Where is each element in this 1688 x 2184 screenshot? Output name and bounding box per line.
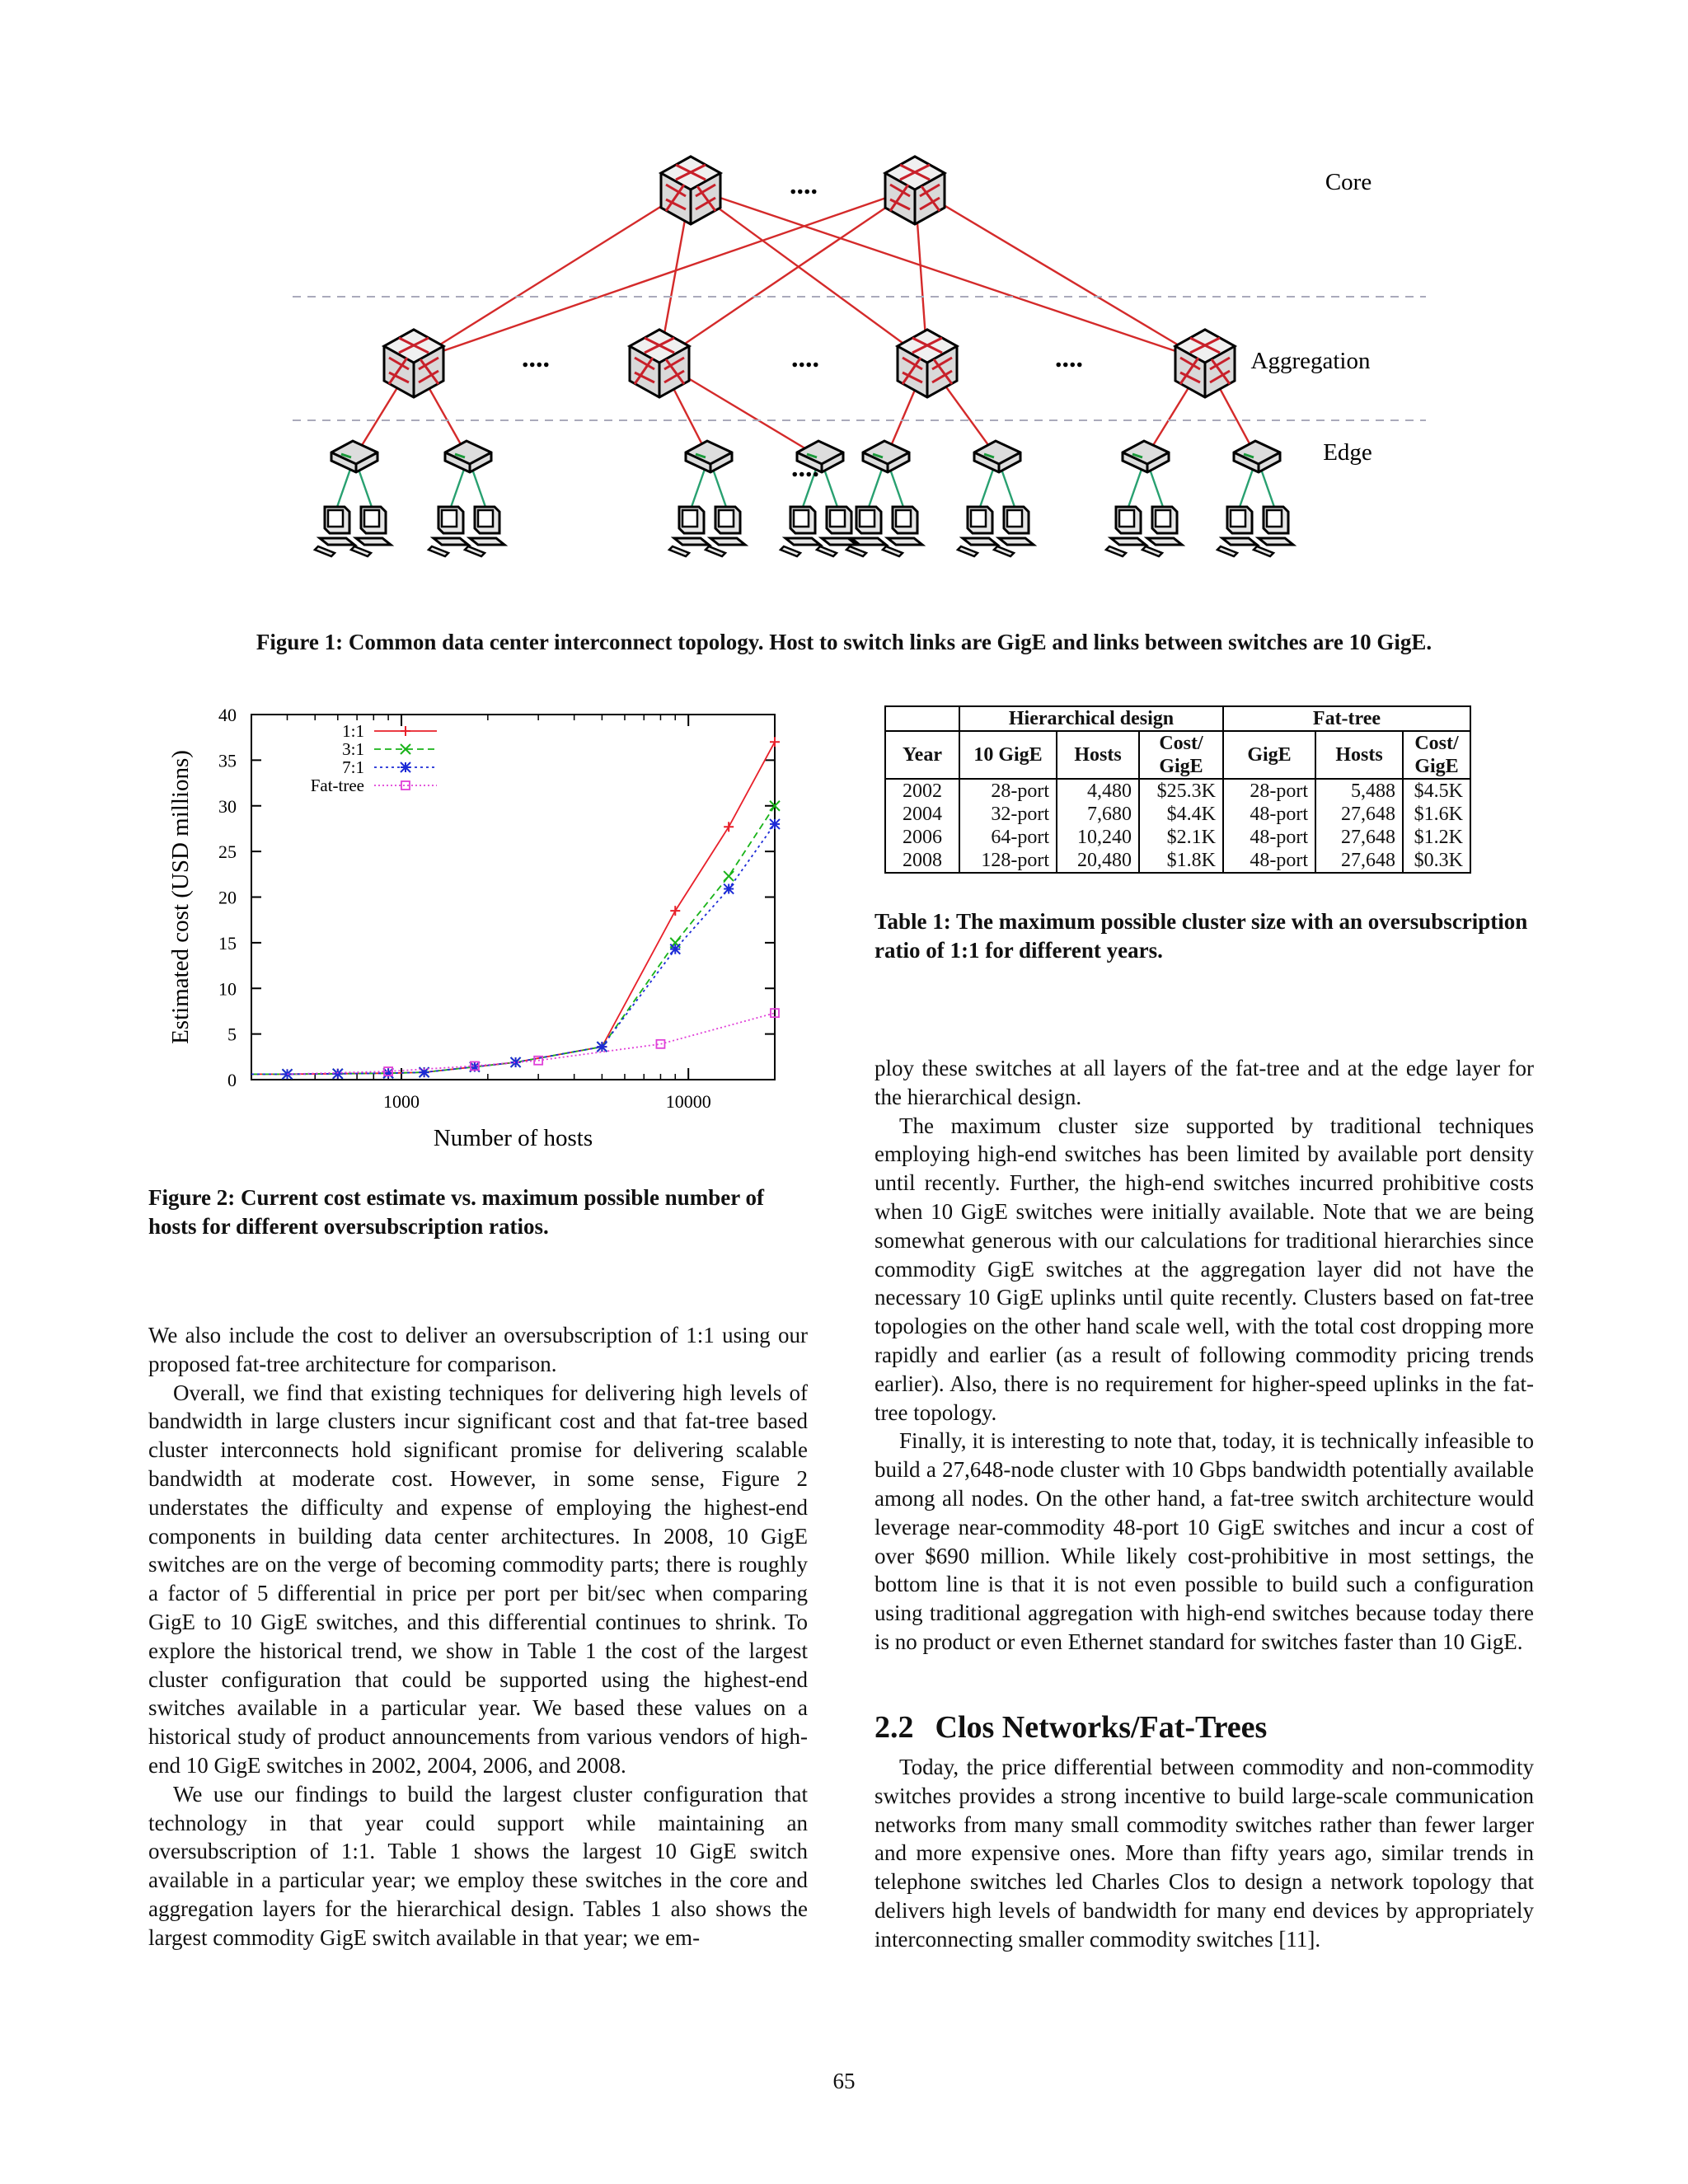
y-tick-label: 20	[218, 887, 237, 908]
host-computer-icon	[669, 507, 709, 556]
table-cell: 27,648	[1315, 849, 1403, 873]
table1	[884, 705, 1471, 874]
data-point-marker	[724, 822, 734, 832]
edge-layer-label: Edge	[1323, 439, 1372, 466]
table-cell: 10,240	[1057, 826, 1139, 849]
table-group-header-fattree: Fat-tree	[1223, 706, 1470, 731]
table-cell: 27,648	[1315, 803, 1403, 826]
table-cell: 27,648	[1315, 826, 1403, 849]
edge-switch-icon	[974, 441, 1020, 472]
topology-diagram	[0, 0, 1688, 593]
paragraph: The maximum cluster size supported by traditional techniques employing high-end switches has been limited by available port density until recently. Further, the high-end switches incurred prohibitive costs when 10 GigE switches were initially available. Note that we are being somewhat generous with our calculations for traditional hierarchies since commodity GigE switches at the aggregation layer did not have the necessary 10 GigE uplinks until quite recently. Clusters based on fat-tree topologies on the other hand scale well, with the total cost dropping more rapidly and earlier (as a result of following commodity pricing trends earlier). Also, there is no requirement for higher-speed uplinks in the fat-tree topology.	[874, 1113, 1534, 1425]
core-aggregation-link	[915, 188, 1205, 361]
table-header-blank	[885, 706, 959, 731]
y-tick-label: 40	[218, 705, 237, 725]
table-column-header: Hosts	[1315, 731, 1403, 779]
section-heading	[874, 1709, 1267, 1746]
y-tick-label: 15	[218, 932, 237, 954]
data-point-marker	[401, 726, 410, 736]
table-column-header: Cost/ GigE	[1403, 731, 1470, 779]
core-switch-icon	[661, 157, 720, 224]
edge-switch-icon	[863, 441, 909, 472]
table1-caption: Table 1: The maximum possible cluster size with an oversubscription ratio of 1:1 for different years.	[874, 909, 1528, 963]
edge-switch-icon	[331, 441, 377, 472]
core-layer-label: Core	[1325, 169, 1372, 195]
table-cell: $1.2K	[1403, 826, 1470, 849]
host-computer-icon	[1254, 507, 1293, 556]
table-row	[885, 826, 1470, 849]
paragraph: Finally, it is interesting to note that, today, it is technically infeasible to build a 27,648-node cluster with 10 Gbps bandwidth potentially available among all nodes. On the other hand, a fat-tree switch architecture would leverage near-commodity 48-port 10 GigE switches and incur a cost of over $690 million. While likely cost-prohibitive in most settings, the bottom line is that it is not even possible to build such a configuration using traditional aggregation with high-end switches because today there is no product or even Ethernet standard for switches faster than 10 GigE.	[874, 1428, 1534, 1654]
data-point-marker	[770, 737, 780, 747]
table-row	[885, 849, 1470, 873]
table-cell: 28-port	[1223, 779, 1315, 803]
legend-label: 3:1	[342, 739, 364, 759]
section-number: 2.2	[874, 1710, 914, 1745]
left-column	[148, 1321, 808, 1952]
host-computer-icon	[315, 507, 354, 556]
host-computer-icon	[1106, 507, 1146, 556]
table-cell: 32-port	[959, 803, 1057, 826]
table-column-header: GigE	[1223, 731, 1315, 779]
y-tick-label: 35	[218, 750, 237, 771]
data-point-marker	[597, 1042, 607, 1052]
table-cell: 5,488	[1315, 779, 1403, 803]
aggregation-ellipsis-3: ....	[1055, 343, 1083, 373]
host-computer-icon	[465, 507, 504, 556]
table-column-header: Cost/ GigE	[1139, 731, 1223, 779]
table-cell: 20,480	[1057, 849, 1139, 873]
aggregation-switch-icon	[1175, 330, 1235, 397]
figure1-caption: Figure 1: Common data center interconnect topology. Host to switch links are GigE and links between switches are 10 GigE.	[256, 630, 1432, 654]
page-number: 65	[832, 2069, 856, 2093]
edge-switch-icon	[1234, 441, 1280, 472]
paragraph: We also include the cost to deliver an oversubscription of 1:1 using our proposed fat-tree architecture for comparison.	[148, 1323, 808, 1376]
table-cell: 2008	[885, 849, 959, 873]
host-computer-icon	[994, 507, 1034, 556]
host-computer-icon	[429, 507, 468, 556]
table-cell: 28-port	[959, 779, 1057, 803]
aggregation-switch-icon	[384, 330, 443, 397]
host-computer-icon	[706, 507, 745, 556]
series-line-fat-tree	[288, 1013, 776, 1074]
chart-x-axis-label: Number of hosts	[433, 1125, 593, 1151]
chart-plot-frame	[251, 715, 775, 1080]
table-column-headers	[885, 731, 1470, 779]
data-point-marker	[401, 762, 410, 772]
table-cell: 4,480	[1057, 779, 1139, 803]
aggregation-switch-icon	[898, 330, 957, 397]
data-point-marker	[724, 884, 734, 894]
series-line-7-1	[251, 824, 775, 1075]
edge-ellipsis: ....	[791, 452, 819, 483]
legend-label: Fat-tree	[310, 776, 364, 795]
y-tick-label: 25	[218, 841, 237, 863]
y-tick-label: 5	[227, 1024, 237, 1045]
table-cell: 7,680	[1057, 803, 1139, 826]
table-cell: $0.3K	[1403, 849, 1470, 873]
paragraph: ploy these switches at all layers of the fat-tree and at the edge layer for the hierarchical design.	[874, 1056, 1534, 1109]
aggregation-ellipsis-2: ....	[791, 343, 819, 373]
core-ellipsis: ....	[790, 170, 818, 200]
data-point-marker	[724, 871, 734, 881]
series-line-3-1	[251, 806, 775, 1075]
legend-label: 7:1	[342, 757, 364, 777]
section-title: Clos Networks/Fat-Trees	[935, 1710, 1268, 1745]
paragraph: We use our findings to build the largest cluster configuration that technology in that year could support while maintaining an oversubscription of 1:1. Table 1 shows the largest 10 GigE switch available in a particular year; we employ these switches in the core and aggregation layers for the hierarchical design. Tables 1 also shows the largest commodity GigE switch available in that year; we em-	[148, 1781, 808, 1950]
table-cell: $2.1K	[1139, 826, 1223, 849]
cost-chart	[148, 692, 824, 1154]
table-column-header: 10 GigE	[959, 731, 1057, 779]
table-column-header: Hosts	[1057, 731, 1139, 779]
table-group-header-hierarchical: Hierarchical design	[959, 706, 1223, 731]
table-cell: 48-port	[1223, 826, 1315, 849]
data-point-marker	[670, 944, 680, 954]
section-body	[874, 1753, 1534, 1954]
host-computer-icon	[781, 507, 820, 556]
edge-switch-icon	[445, 441, 491, 472]
figure2-caption: Figure 2: Current cost estimate vs. maximum possible number of hosts for different oversubscription ratios.	[148, 1185, 764, 1239]
table-cell: 2004	[885, 803, 959, 826]
right-column	[874, 1054, 1534, 1657]
table-cell: $1.6K	[1403, 803, 1470, 826]
table-cell: 128-port	[959, 849, 1057, 873]
legend-label: 1:1	[342, 721, 364, 741]
y-tick-label: 10	[218, 978, 237, 1000]
host-computer-icon	[883, 507, 922, 556]
paragraph: Today, the price differential between commodity and non-commodity switches provides a strong incentive to build large-scale communication networks from many small commodity switches rather than fewer larger and more expensive ones. More than fifty years ago, similar trends in telephone switches led Charles Clos to design a network topology that delivers high levels of bandwidth for many end devices by appropriately interconnecting smaller commodity switches [11].	[874, 1755, 1534, 1952]
host-computer-icon	[1217, 507, 1257, 556]
table-column-header: Year	[885, 731, 959, 779]
table-cell: $1.8K	[1139, 849, 1223, 873]
core-switch-icon	[885, 157, 945, 224]
host-computer-icon	[958, 507, 997, 556]
data-point-marker	[282, 1069, 292, 1079]
aggregation-layer-label: Aggregation	[1250, 348, 1371, 374]
edge-switch-icon	[1123, 441, 1169, 472]
core-aggregation-link	[691, 188, 1205, 361]
aggregation-ellipsis-1: ....	[522, 343, 550, 373]
core-aggregation-link	[691, 188, 927, 361]
data-point-marker	[770, 819, 780, 829]
x-tick-label: 10000	[665, 1091, 711, 1112]
edge-switch-icon	[686, 441, 732, 472]
chart-y-axis-label: Estimated cost (USD millions)	[167, 750, 194, 1044]
table-cell: $25.3K	[1139, 779, 1223, 803]
y-tick-label: 30	[218, 795, 237, 817]
table-cell: 48-port	[1223, 803, 1315, 826]
x-tick-label: 1000	[383, 1091, 420, 1112]
host-computer-icon	[351, 507, 391, 556]
table-cell: 2006	[885, 826, 959, 849]
table-cell: $4.4K	[1139, 803, 1223, 826]
table-row	[885, 779, 1470, 803]
table-cell: 48-port	[1223, 849, 1315, 873]
table-row	[885, 803, 1470, 826]
host-computer-icon	[1142, 507, 1182, 556]
data-point-marker	[670, 906, 680, 916]
table-cell: 64-port	[959, 826, 1057, 849]
table-cell: 2002	[885, 779, 959, 803]
data-point-marker	[333, 1069, 343, 1079]
table-cell: $4.5K	[1403, 779, 1470, 803]
aggregation-switch-icon	[630, 330, 689, 397]
y-tick-label: 0	[227, 1070, 237, 1090]
paragraph: Overall, we find that existing techniques for delivering high levels of bandwidth in large clusters incur significant cost and that fat-tree based cluster interconnects hold significant promise for delivering scalable bandwidth at moderate cost. However, in some sense, Figure 2 understates the difficulty and expense of employing the highest-end components in building data center architectures. In 2008, 10 GigE switches are on the verge of becoming commodity parts; there is roughly a factor of 5 differential in price per port per bit/sec when comparing GigE to 10 GigE switches, and this differential continues to shrink. To explore the historical trend, we show in Table 1 the cost of the largest cluster configuration that could be supported using the highest-end switches available in a particular year. We based these values on a historical study of product announcements from various vendors of high-end 10 GigE switches in 2002, 2004, 2006, and 2008.	[148, 1380, 808, 1778]
